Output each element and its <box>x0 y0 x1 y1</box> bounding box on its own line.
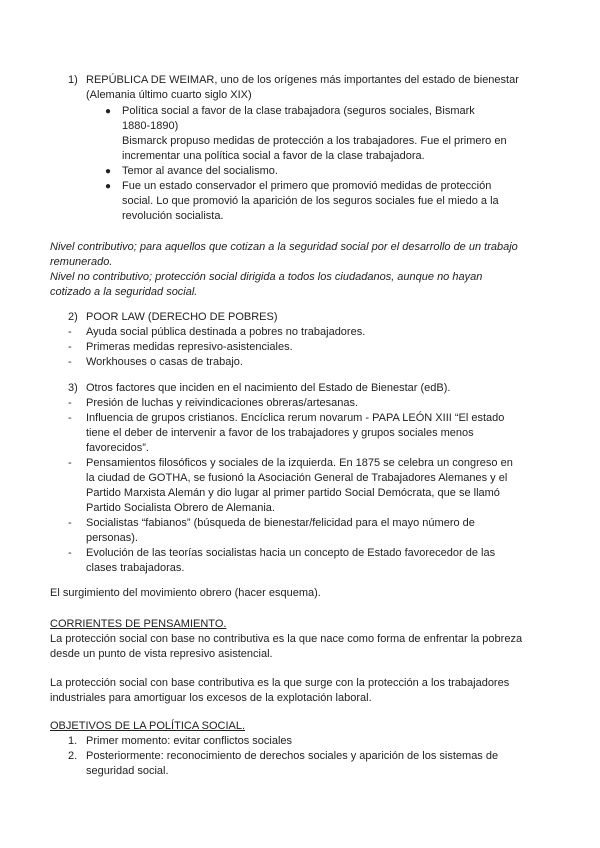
section-3-item-2-line-3: favorecidos”. <box>86 442 149 454</box>
section-1-bullet-1-line-2: 1880-1890) <box>122 120 179 132</box>
section-2-item-2: Primeras medidas represivo-asistenciales. <box>86 341 293 353</box>
dash-icon: - <box>68 326 72 338</box>
objetivos-item-2-number: 2. <box>68 750 78 762</box>
level-line-3: Nivel no contributivo; protección social dirigida a todos los ciudadanos, aunque no hayan <box>50 271 483 283</box>
corrientes-heading: CORRIENTES DE PENSAMIENTO. <box>50 618 227 630</box>
corrientes-para-2-line-1: La protección social con base contributiva es la que surge con la protección a los trabajadores <box>50 677 510 689</box>
section-1-bullet-3-line-2: social. Lo que promovió la aparición de los seguros sociales fue el miedo a la <box>122 195 499 207</box>
objetivos-item-1-line-1: Primer momento: evitar conflictos sociales <box>86 735 293 747</box>
section-3-number: 3) <box>68 382 78 394</box>
dash-icon: - <box>68 341 72 353</box>
section-3-item-3-line-1: Pensamientos filosóficos y sociales de la izquierda. En 1875 se celebra un congreso en <box>86 457 513 469</box>
section-1-bullet-2-line-1: Temor al avance del socialismo. <box>122 165 278 177</box>
objetivos-item-2-line-1: Posteriormente: reconocimiento de derechos sociales y aparición de los sistemas de <box>86 750 499 762</box>
section-3-item-3-line-3: Partido Marxista Alemán y dio lugar al primer partido Social Demócrata, que se llamó <box>86 487 500 499</box>
section-1-bullet-1-line-1: Política social a favor de la clase trabajadora (seguros sociales, Bismark <box>122 105 475 117</box>
section-3-item-5-line-2: clases trabajadoras. <box>86 562 185 574</box>
level-line-4: cotizado a la seguridad social. <box>50 286 198 298</box>
bullet-icon: ● <box>105 106 112 117</box>
dash-icon: - <box>68 356 72 368</box>
dash-icon: - <box>68 412 72 424</box>
section-1-number: 1) <box>68 74 78 86</box>
section-1-bullet-1-line-3: Bismarck propuso medidas de protección a los trabajadores. Fue el primero en <box>122 135 507 147</box>
bullet-icon: ● <box>105 181 112 192</box>
bullet-icon: ● <box>105 166 112 177</box>
section-2-title: POOR LAW (DERECHO DE POBRES) <box>86 311 278 323</box>
section-3-item-3-line-2: la ciudad de GOTHA, se fusionó la Asociación General de Trabajadores Alemanes y el <box>86 472 508 484</box>
dash-icon: - <box>68 397 72 409</box>
section-3-item-3-line-4: Partido Socialista Obrero de Alemania. <box>86 502 275 514</box>
level-line-2: remunerado. <box>50 256 113 268</box>
section-1-title-line-1: REPÚBLICA DE WEIMAR, uno de los orígenes más importantes del estado de bienestar <box>86 74 519 86</box>
level-line-1: Nivel contributivo; para aquellos que cotizan a la seguridad social por el desarrollo de un trabajo <box>50 241 518 253</box>
corrientes-para-1-line-1: La protección social con base no contributiva es la que nace como forma de enfrentar la pobreza <box>50 633 523 645</box>
dash-icon: - <box>68 547 72 559</box>
section-3-item-2-line-1: Influencia de grupos cristianos. Encíclica rerum novarum - PAPA LEÓN XIII “El estado <box>86 412 505 424</box>
corrientes-para-2-line-2: industriales para amortiguar los excesos de la explotación laboral. <box>50 692 372 704</box>
section-1-bullet-3-line-1: Fue un estado conservador el primero que promovió medidas de protección <box>122 180 492 192</box>
section-2-item-3: Workhouses o casas de trabajo. <box>86 356 243 368</box>
dash-icon: - <box>68 517 72 529</box>
section-2-number: 2) <box>68 311 78 323</box>
section-2-item-1: Ayuda social pública destinada a pobres no trabajadores. <box>86 326 366 338</box>
section-3-item-5-line-1: Evolución de las teorías socialistas hacia un concepto de Estado favorecedor de las <box>86 547 496 559</box>
objetivos-item-2-line-2: seguridad social. <box>86 765 169 777</box>
section-3-item-1-line-1: Presión de luchas y reivindicaciones obreras/artesanas. <box>86 397 359 409</box>
surgimiento-text: El surgimiento del movimiento obrero (hacer esquema). <box>50 587 321 599</box>
dash-icon: - <box>68 457 72 469</box>
section-1-bullet-1-line-4: incrementar una política social a favor de la clase trabajadora. <box>122 150 425 162</box>
section-3-item-4-line-1: Socialistas “fabianos” (búsqueda de bienestar/felicidad para el mayo número de <box>86 517 475 529</box>
section-3-item-2-line-2: tiene el deber de intervenir a favor de los trabajadores y grupos sociales menos <box>86 427 474 439</box>
corrientes-para-1-line-2: desde un punto de vista represivo asistencial. <box>50 648 273 660</box>
section-3-item-4-line-2: personas). <box>86 532 138 544</box>
section-1-bullet-3-line-3: revolución socialista. <box>122 210 224 222</box>
objetivos-item-1-number: 1. <box>68 735 78 747</box>
objetivos-heading: OBJETIVOS DE LA POLÍTICA SOCIAL. <box>50 720 246 732</box>
section-3-title: Otros factores que inciden en el nacimiento del Estado de Bienestar (edB). <box>86 382 451 394</box>
section-1-title-line-2: (Alemania último cuarto siglo XIX) <box>86 89 252 101</box>
